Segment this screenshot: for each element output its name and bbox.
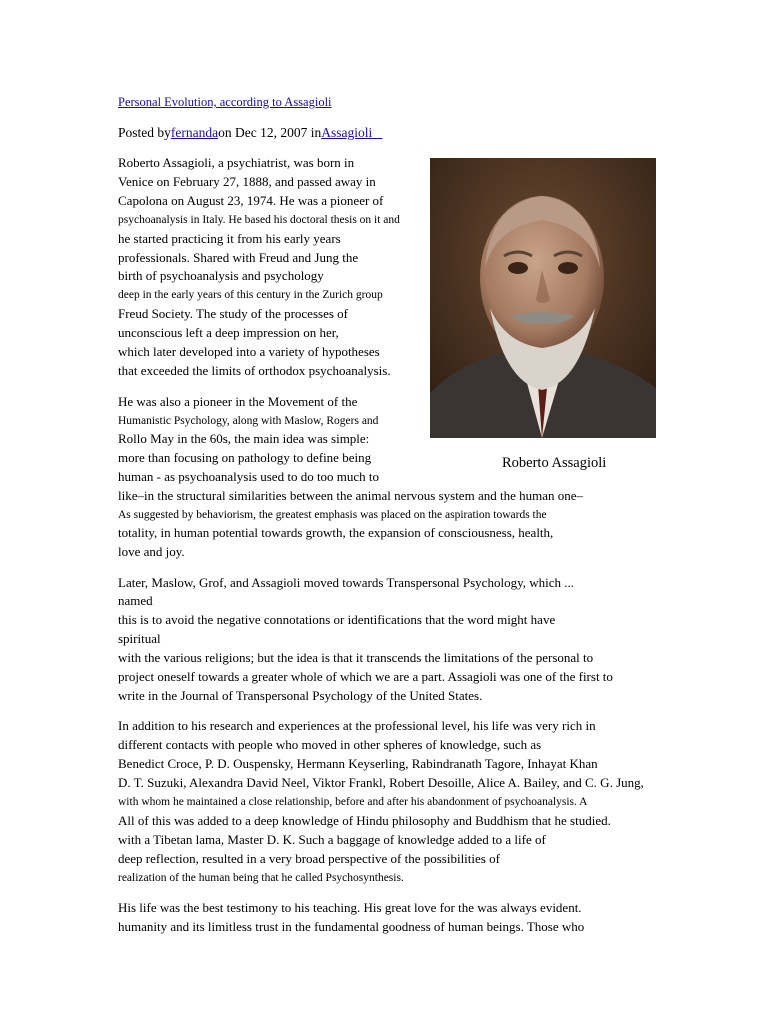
body-line: love and joy. bbox=[118, 544, 185, 559]
body-line: His life was the best testimony to his teaching. His great love for the was always evident. bbox=[118, 900, 582, 915]
body-line: D. T. Suzuki, Alexandra David Neel, Viktor Frankl, Robert Desoille, Alice A. Bailey, and C. G. Jung, bbox=[118, 775, 644, 790]
body-line: Freud Society. The study of the processes of bbox=[118, 306, 348, 321]
body-line: he started practicing it from his early years bbox=[118, 231, 341, 246]
body-line: As suggested by behaviorism, the greatest emphasis was placed on the aspiration towards the bbox=[118, 509, 547, 521]
body-line: with the various religions; but the idea is that it transcends the limitations of the personal to bbox=[118, 650, 594, 665]
body-line: birth of psychoanalysis and psychology bbox=[118, 268, 324, 283]
body-line: deep reflection, resulted in a very broad perspective of the possibilities of bbox=[118, 851, 500, 866]
body-line: spiritual bbox=[118, 631, 161, 646]
body-line: In addition to his research and experiences at the professional level, his life was very rich in bbox=[118, 718, 596, 733]
body-line: Later, Maslow, Grof, and Assagioli moved towards Transpersonal Psychology, which ... bbox=[118, 575, 574, 590]
body-line: All of this was added to a deep knowledge of Hindu philosophy and Buddhism that he studied. bbox=[118, 813, 611, 828]
category-link-trailing-space[interactable] bbox=[372, 125, 382, 140]
body-line: with whom he maintained a close relationship, before and after his abandonment of psychoanalysis. A bbox=[118, 796, 588, 808]
author-link[interactable]: fernanda bbox=[170, 125, 219, 140]
body-line: unconscious left a deep impression on her, bbox=[118, 325, 339, 340]
body-line: more than focusing on pathology to define being bbox=[118, 450, 372, 465]
body-line: Venice on February 27, 1888, and passed away in bbox=[118, 174, 376, 189]
body-line: deep in the early years of this century in the Zurich group bbox=[118, 289, 383, 301]
body-line: humanity and its limitless trust in the fundamental goodness of human beings. Those who bbox=[118, 919, 585, 934]
body-line: realization of the human being that he called Psychosynthesis. bbox=[118, 872, 404, 884]
body-line: different contacts with people who moved in other spheres of knowledge, such as bbox=[118, 737, 542, 752]
body-line: which later developed into a variety of hypotheses bbox=[118, 344, 380, 359]
portrait-image bbox=[430, 158, 656, 438]
category-link[interactable]: Assagioli bbox=[321, 125, 373, 140]
posted-by-label: Posted by bbox=[118, 125, 171, 140]
body-line: professionals. Shared with Freud and Jung the bbox=[118, 250, 359, 265]
body-line: project oneself towards a greater whole of which we are a part. Assagioli was one of the first to bbox=[118, 669, 613, 684]
post-date: on Dec 12, 2007 in bbox=[218, 125, 322, 140]
body-line: Capolona on August 23, 1974. He was a pioneer of bbox=[118, 193, 384, 208]
body-line: He was also a pioneer in the Movement of the bbox=[118, 394, 358, 409]
body-line: Humanistic Psychology, along with Maslow, Rogers and bbox=[118, 415, 379, 427]
body-line: that exceeded the limits of orthodox psychoanalysis. bbox=[118, 363, 391, 378]
body-line: like–in the structural similarities between the animal nervous system and the human one– bbox=[118, 488, 583, 503]
body-line: Roberto Assagioli, a psychiatrist, was born in bbox=[118, 155, 355, 170]
body-line: write in the Journal of Transpersonal Psychology of the United States. bbox=[118, 688, 483, 703]
post-meta bbox=[118, 125, 382, 141]
body-line: human - as psychoanalysis used to do too much to bbox=[118, 469, 380, 484]
body-line: totality, in human potential towards growth, the expansion of consciousness, health, bbox=[118, 525, 554, 540]
body-line: named bbox=[118, 593, 153, 608]
article-title-link[interactable]: Personal Evolution, according to Assagioli bbox=[118, 95, 332, 109]
body-line: with a Tibetan lama, Master D. K. Such a baggage of knowledge added to a life of bbox=[118, 832, 546, 847]
body-line: this is to avoid the negative connotations or identifications that the word might have bbox=[118, 612, 556, 627]
body-line: psychoanalysis in Italy. He based his doctoral thesis on it and bbox=[118, 214, 400, 226]
body-line: Rollo May in the 60s, the main idea was simple: bbox=[118, 431, 370, 446]
article-title[interactable] bbox=[118, 94, 332, 110]
image-caption: Roberto Assagioli bbox=[502, 455, 607, 471]
body-line: Benedict Croce, P. D. Ouspensky, Hermann Keyserling, Rabindranath Tagore, Inhayat Khan bbox=[118, 756, 598, 771]
